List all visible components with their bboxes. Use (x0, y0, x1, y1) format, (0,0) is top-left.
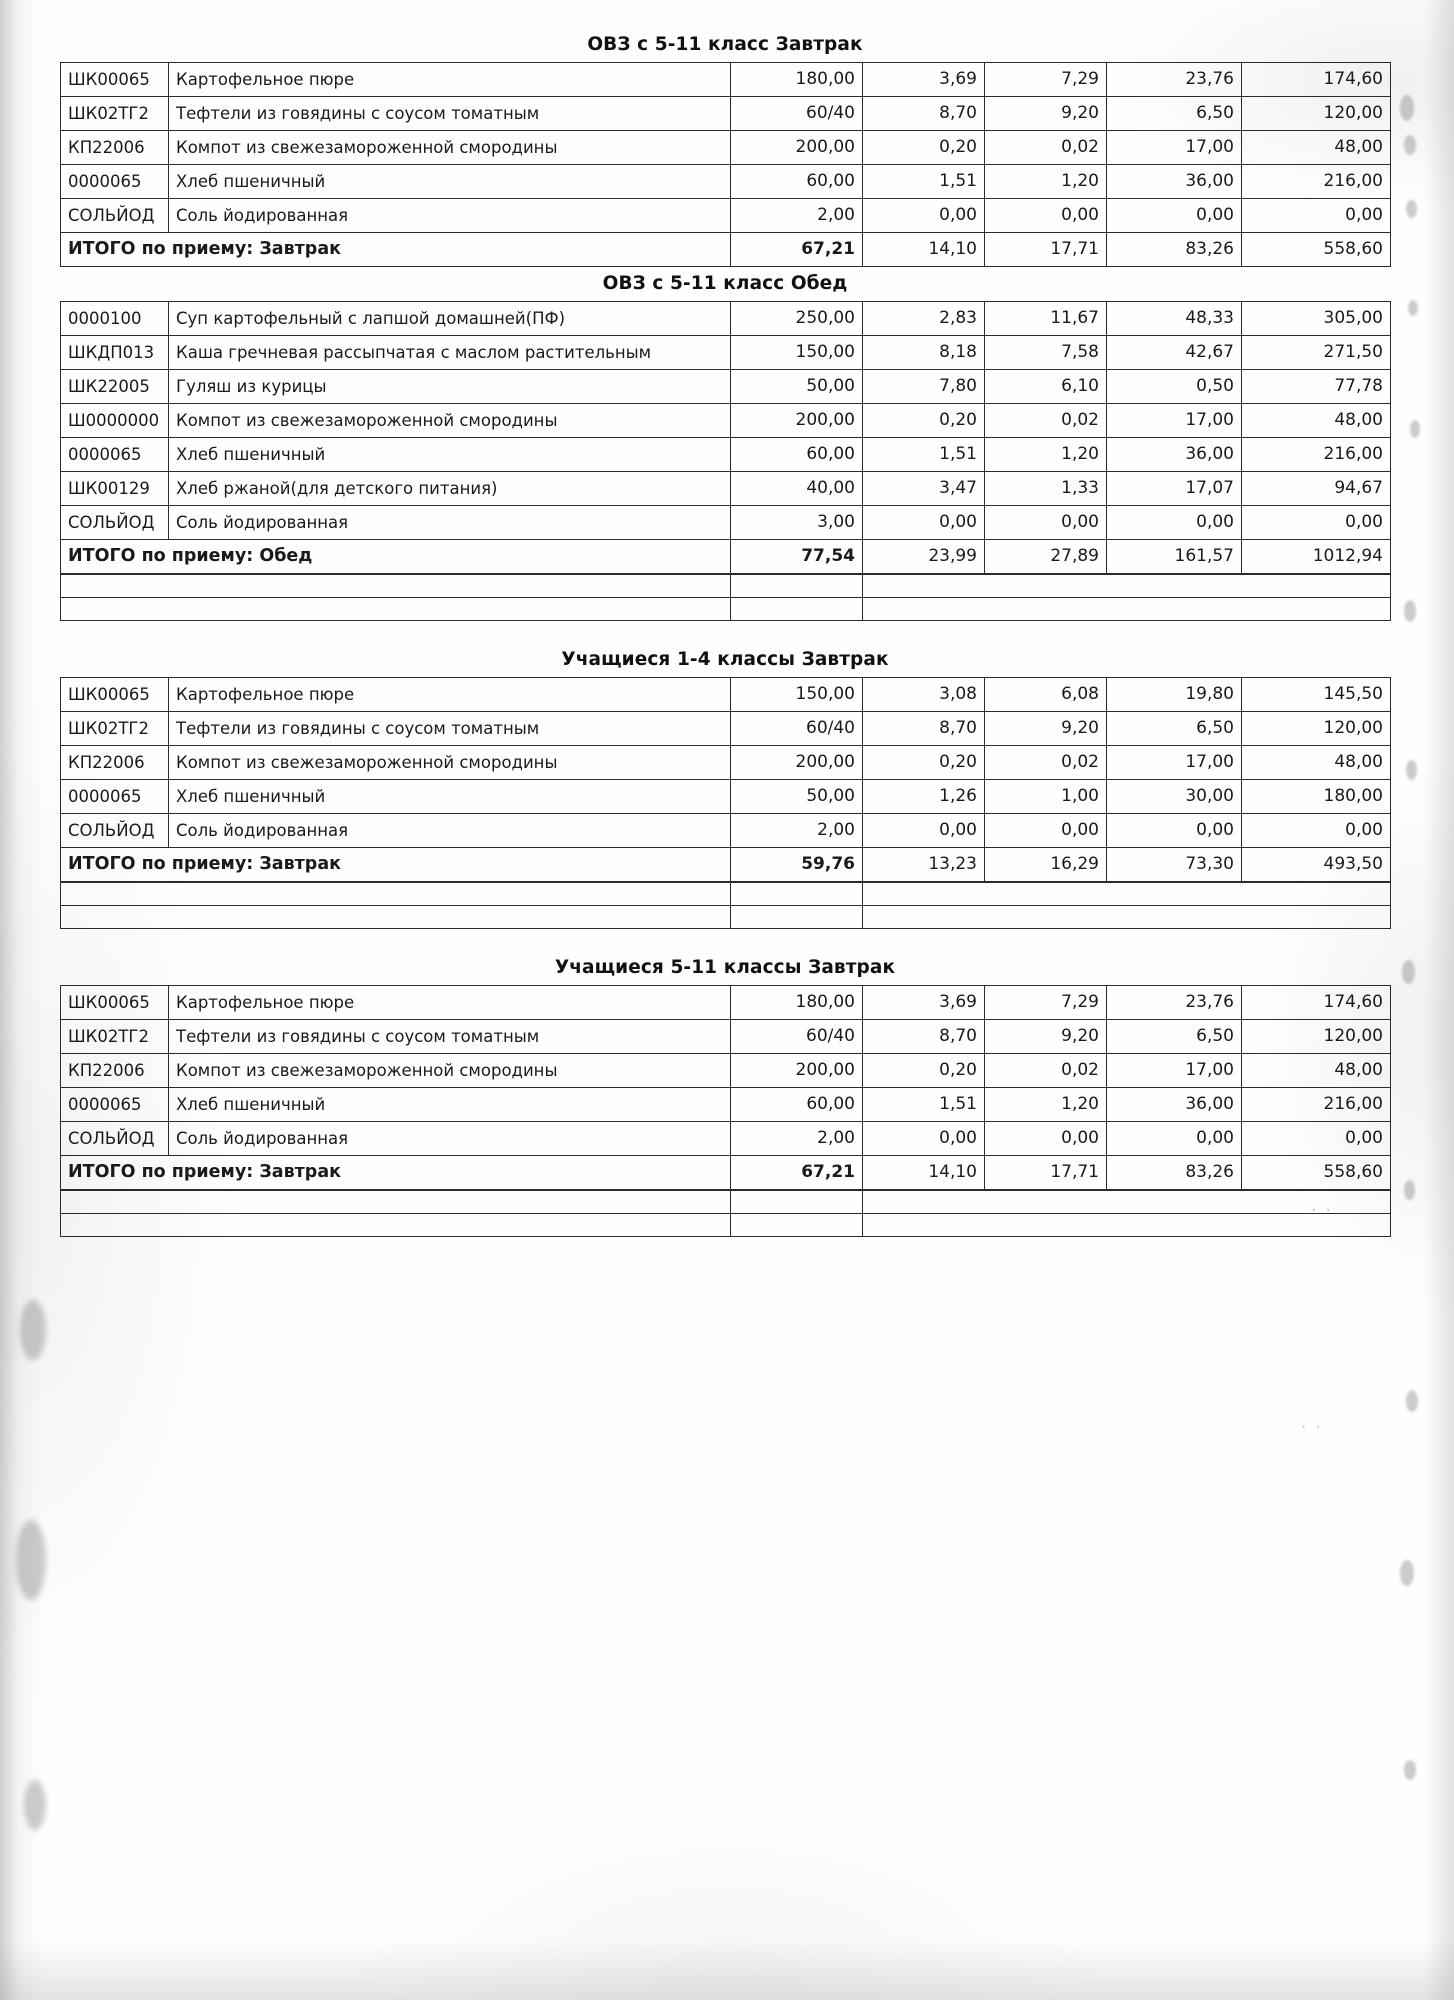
empty-cell (863, 598, 1391, 621)
total-out: 59,76 (731, 848, 863, 882)
dish-name: Тефтели из говядины с соусом томатным (169, 712, 731, 746)
dish-fat: 1,20 (985, 438, 1107, 472)
dish-name: Суп картофельный с лапшой домашней(ПФ) (169, 302, 731, 336)
empty-cell (863, 1214, 1391, 1237)
table-row (61, 336, 1391, 370)
dish-fat: 7,29 (985, 986, 1107, 1020)
dish-out: 200,00 (731, 404, 863, 438)
dish-name: Соль йодированная (169, 506, 731, 540)
dish-code: ШК02ТГ2 (61, 712, 169, 746)
dish-out: 180,00 (731, 986, 863, 1020)
dish-code: СОЛЬЙОД (61, 814, 169, 848)
dish-carb: 17,00 (1107, 1054, 1242, 1088)
dish-carb: 48,33 (1107, 302, 1242, 336)
dish-protein: 1,51 (863, 165, 985, 199)
scan-speckle (20, 1300, 46, 1360)
scan-speckle (16, 1520, 46, 1600)
dish-carb: 0,00 (1107, 506, 1242, 540)
dish-protein: 8,70 (863, 1020, 985, 1054)
scan-artifact-text: · · (1300, 1420, 1322, 1434)
dish-protein: 1,26 (863, 780, 985, 814)
table-row (61, 63, 1391, 97)
dish-name: Тефтели из говядины с соусом томатным (169, 1020, 731, 1054)
dish-code: ШК00065 (61, 63, 169, 97)
total-protein: 14,10 (863, 1156, 985, 1190)
dish-protein: 3,08 (863, 678, 985, 712)
scan-speckle (1400, 95, 1414, 121)
scan-speckle (1408, 300, 1418, 316)
total-calories: 1012,94 (1242, 540, 1391, 574)
dish-out: 3,00 (731, 506, 863, 540)
scan-edge-shadow-bottom (0, 1940, 1454, 2000)
empty-cell (863, 1191, 1391, 1214)
dish-carb: 42,67 (1107, 336, 1242, 370)
dish-name: Картофельное пюре (169, 63, 731, 97)
meal-section (60, 28, 1390, 267)
dish-carb: 0,50 (1107, 370, 1242, 404)
dish-protein: 0,20 (863, 131, 985, 165)
dish-calories: 0,00 (1242, 1122, 1391, 1156)
dish-carb: 17,00 (1107, 746, 1242, 780)
scan-speckle (1406, 760, 1417, 780)
total-label: ИТОГО по приему: Завтрак (61, 848, 731, 882)
scan-artifact-text: . . (1310, 1200, 1332, 1214)
dish-carb: 19,80 (1107, 678, 1242, 712)
dish-fat: 0,00 (985, 814, 1107, 848)
dish-name: Гуляш из курицы (169, 370, 731, 404)
empty-cell (61, 883, 731, 906)
dish-name: Хлеб пшеничный (169, 1088, 731, 1122)
dish-carb: 6,50 (1107, 1020, 1242, 1054)
dish-calories: 216,00 (1242, 1088, 1391, 1122)
dish-calories: 180,00 (1242, 780, 1391, 814)
total-carb: 161,57 (1107, 540, 1242, 574)
dish-name: Компот из свежезамороженной смородины (169, 746, 731, 780)
dish-out: 200,00 (731, 746, 863, 780)
table-row (61, 165, 1391, 199)
scan-speckle (1404, 1760, 1416, 1780)
dish-protein: 1,51 (863, 438, 985, 472)
dish-out: 60/40 (731, 712, 863, 746)
menu-table (60, 985, 1391, 1190)
total-fat: 27,89 (985, 540, 1107, 574)
empty-cell (731, 1191, 863, 1214)
section-gap (60, 621, 1390, 643)
table-row (61, 1020, 1391, 1054)
empty-row (61, 575, 1391, 598)
dish-calories: 48,00 (1242, 1054, 1391, 1088)
dish-fat: 6,08 (985, 678, 1107, 712)
dish-protein: 0,00 (863, 1122, 985, 1156)
dish-protein: 8,70 (863, 97, 985, 131)
dish-carb: 23,76 (1107, 986, 1242, 1020)
dish-carb: 23,76 (1107, 63, 1242, 97)
dish-protein: 0,20 (863, 746, 985, 780)
table-row (61, 780, 1391, 814)
section-title: ОВЗ с 5-11 класс Завтрак (587, 34, 863, 55)
dish-calories: 120,00 (1242, 97, 1391, 131)
table-row (61, 302, 1391, 336)
dish-calories: 77,78 (1242, 370, 1391, 404)
scan-speckle (1402, 960, 1415, 984)
empty-row (61, 883, 1391, 906)
table-row (61, 404, 1391, 438)
dish-code: КП22006 (61, 1054, 169, 1088)
dish-out: 60,00 (731, 1088, 863, 1122)
dish-protein: 1,51 (863, 1088, 985, 1122)
dish-protein: 8,70 (863, 712, 985, 746)
dish-out: 50,00 (731, 370, 863, 404)
dish-calories: 94,67 (1242, 472, 1391, 506)
dish-name: Хлеб пшеничный (169, 165, 731, 199)
empty-cell (863, 883, 1391, 906)
scan-speckle (1406, 200, 1417, 218)
scan-speckle (1404, 600, 1416, 622)
dish-fat: 0,00 (985, 1122, 1107, 1156)
dish-name: Хлеб пшеничный (169, 438, 731, 472)
total-carb: 73,30 (1107, 848, 1242, 882)
dish-code: 0000065 (61, 780, 169, 814)
menu-table (60, 301, 1391, 574)
total-protein: 13,23 (863, 848, 985, 882)
dish-fat: 11,67 (985, 302, 1107, 336)
spacer-rows (60, 1190, 1391, 1237)
total-fat: 16,29 (985, 848, 1107, 882)
spacer-rows (60, 882, 1391, 929)
dish-carb: 0,00 (1107, 1122, 1242, 1156)
dish-code: СОЛЬЙОД (61, 199, 169, 233)
empty-cell (61, 598, 731, 621)
dish-code: ШК22005 (61, 370, 169, 404)
scan-speckle (1404, 1180, 1415, 1200)
dish-carb: 6,50 (1107, 712, 1242, 746)
table-row (61, 814, 1391, 848)
dish-calories: 48,00 (1242, 404, 1391, 438)
table-total-row (61, 848, 1391, 882)
table-row (61, 370, 1391, 404)
table-total-row (61, 1156, 1391, 1190)
menu-table (60, 677, 1391, 882)
dish-code: ШК00129 (61, 472, 169, 506)
dish-calories: 271,50 (1242, 336, 1391, 370)
table-row (61, 472, 1391, 506)
dish-calories: 216,00 (1242, 165, 1391, 199)
dish-code: СОЛЬЙОД (61, 506, 169, 540)
dish-out: 200,00 (731, 1054, 863, 1088)
dish-calories: 174,60 (1242, 986, 1391, 1020)
dish-name: Соль йодированная (169, 199, 731, 233)
dish-calories: 0,00 (1242, 506, 1391, 540)
table-row (61, 1088, 1391, 1122)
dish-protein: 8,18 (863, 336, 985, 370)
total-carb: 83,26 (1107, 1156, 1242, 1190)
table-row (61, 678, 1391, 712)
dish-fat: 0,00 (985, 506, 1107, 540)
dish-code: ШК02ТГ2 (61, 97, 169, 131)
total-out: 67,21 (731, 1156, 863, 1190)
empty-cell (731, 883, 863, 906)
empty-row (61, 598, 1391, 621)
section-title: ОВЗ с 5-11 класс Обед (602, 273, 848, 294)
scan-speckle (1406, 1390, 1418, 1412)
dish-fat: 0,02 (985, 1054, 1107, 1088)
dish-out: 250,00 (731, 302, 863, 336)
dish-fat: 0,02 (985, 404, 1107, 438)
table-row (61, 97, 1391, 131)
table-row (61, 1122, 1391, 1156)
dish-calories: 145,50 (1242, 678, 1391, 712)
dish-name: Каша гречневая рассыпчатая с маслом растительным (169, 336, 731, 370)
empty-cell (863, 906, 1391, 929)
table-row (61, 506, 1391, 540)
dish-fat: 7,58 (985, 336, 1107, 370)
dish-calories: 120,00 (1242, 712, 1391, 746)
dish-calories: 305,00 (1242, 302, 1391, 336)
dish-calories: 0,00 (1242, 199, 1391, 233)
table-row (61, 986, 1391, 1020)
table-row (61, 199, 1391, 233)
scan-edge-shadow-right (1424, 0, 1454, 2000)
empty-row (61, 1214, 1391, 1237)
empty-cell (731, 906, 863, 929)
dish-code: 0000065 (61, 438, 169, 472)
dish-carb: 36,00 (1107, 1088, 1242, 1122)
empty-cell (731, 1214, 863, 1237)
scan-edge-shadow-left (0, 0, 42, 2000)
dish-out: 60,00 (731, 165, 863, 199)
dish-calories: 48,00 (1242, 746, 1391, 780)
dish-fat: 9,20 (985, 1020, 1107, 1054)
dish-name: Компот из свежезамороженной смородины (169, 131, 731, 165)
dish-name: Компот из свежезамороженной смородины (169, 1054, 731, 1088)
dish-code: 0000065 (61, 1088, 169, 1122)
total-out: 77,54 (731, 540, 863, 574)
dish-code: ШК00065 (61, 678, 169, 712)
dish-protein: 0,00 (863, 814, 985, 848)
dish-carb: 17,07 (1107, 472, 1242, 506)
menu-table (60, 62, 1391, 267)
dish-fat: 0,00 (985, 199, 1107, 233)
table-row (61, 438, 1391, 472)
total-fat: 17,71 (985, 1156, 1107, 1190)
dish-carb: 36,00 (1107, 438, 1242, 472)
total-label: ИТОГО по приему: Завтрак (61, 1156, 731, 1190)
dish-calories: 48,00 (1242, 131, 1391, 165)
dish-out: 60/40 (731, 1020, 863, 1054)
section-title: Учащиеся 5-11 классы Завтрак (554, 957, 896, 978)
dish-protein: 0,00 (863, 199, 985, 233)
total-label: ИТОГО по приему: Обед (61, 540, 731, 574)
dish-fat: 1,20 (985, 165, 1107, 199)
dish-carb: 30,00 (1107, 780, 1242, 814)
dish-fat: 9,20 (985, 97, 1107, 131)
dish-calories: 0,00 (1242, 814, 1391, 848)
dish-code: ШК00065 (61, 986, 169, 1020)
empty-row (61, 906, 1391, 929)
dish-code: 0000065 (61, 165, 169, 199)
empty-row (61, 1191, 1391, 1214)
dish-name: Соль йодированная (169, 814, 731, 848)
dish-carb: 0,00 (1107, 814, 1242, 848)
dish-protein: 3,69 (863, 986, 985, 1020)
total-calories: 558,60 (1242, 233, 1391, 267)
dish-carb: 6,50 (1107, 97, 1242, 131)
dish-code: ШК02ТГ2 (61, 1020, 169, 1054)
dish-code: Ш0000000 (61, 404, 169, 438)
dish-fat: 0,02 (985, 746, 1107, 780)
empty-cell (61, 1214, 731, 1237)
dish-out: 50,00 (731, 780, 863, 814)
empty-cell (731, 598, 863, 621)
dish-calories: 216,00 (1242, 438, 1391, 472)
dish-carb: 17,00 (1107, 131, 1242, 165)
table-row (61, 131, 1391, 165)
dish-out: 150,00 (731, 678, 863, 712)
scan-speckle (1400, 1560, 1414, 1586)
dish-calories: 174,60 (1242, 63, 1391, 97)
dish-out: 2,00 (731, 814, 863, 848)
scan-speckle (24, 1780, 46, 1830)
empty-cell (731, 575, 863, 598)
dish-protein: 0,00 (863, 506, 985, 540)
dish-carb: 36,00 (1107, 165, 1242, 199)
dish-protein: 3,47 (863, 472, 985, 506)
dish-out: 2,00 (731, 1122, 863, 1156)
dish-fat: 7,29 (985, 63, 1107, 97)
dish-out: 150,00 (731, 336, 863, 370)
document-body (60, 28, 1390, 1237)
dish-out: 2,00 (731, 199, 863, 233)
empty-cell (61, 1191, 731, 1214)
scan-speckle (1410, 420, 1420, 438)
dish-protein: 3,69 (863, 63, 985, 97)
dish-protein: 2,83 (863, 302, 985, 336)
total-calories: 493,50 (1242, 848, 1391, 882)
dish-code: ШКДП013 (61, 336, 169, 370)
total-label: ИТОГО по приему: Завтрак (61, 233, 731, 267)
total-protein: 14,10 (863, 233, 985, 267)
section-title: Учащиеся 1-4 классы Завтрак (561, 649, 889, 670)
empty-cell (61, 906, 731, 929)
dish-out: 180,00 (731, 63, 863, 97)
dish-code: КП22006 (61, 746, 169, 780)
table-total-row (61, 540, 1391, 574)
dish-out: 200,00 (731, 131, 863, 165)
dish-name: Компот из свежезамороженной смородины (169, 404, 731, 438)
total-fat: 17,71 (985, 233, 1107, 267)
dish-fat: 6,10 (985, 370, 1107, 404)
dish-name: Картофельное пюре (169, 678, 731, 712)
dish-name: Соль йодированная (169, 1122, 731, 1156)
dish-name: Хлеб пшеничный (169, 780, 731, 814)
dish-out: 60/40 (731, 97, 863, 131)
dish-fat: 1,00 (985, 780, 1107, 814)
dish-out: 60,00 (731, 438, 863, 472)
empty-cell (863, 575, 1391, 598)
table-row (61, 1054, 1391, 1088)
dish-carb: 0,00 (1107, 199, 1242, 233)
dish-fat: 0,02 (985, 131, 1107, 165)
meal-section (60, 951, 1390, 1237)
dish-protein: 7,80 (863, 370, 985, 404)
total-protein: 23,99 (863, 540, 985, 574)
scan-speckle (1404, 135, 1416, 155)
total-carb: 83,26 (1107, 233, 1242, 267)
table-total-row (61, 233, 1391, 267)
meal-section (60, 267, 1390, 621)
empty-cell (61, 575, 731, 598)
meal-section (60, 643, 1390, 929)
dish-code: 0000100 (61, 302, 169, 336)
dish-code: КП22006 (61, 131, 169, 165)
dish-protein: 0,20 (863, 404, 985, 438)
table-row (61, 712, 1391, 746)
dish-name: Хлеб ржаной(для детского питания) (169, 472, 731, 506)
total-out: 67,21 (731, 233, 863, 267)
total-calories: 558,60 (1242, 1156, 1391, 1190)
section-gap (60, 929, 1390, 951)
spacer-rows (60, 574, 1391, 621)
dish-name: Тефтели из говядины с соусом томатным (169, 97, 731, 131)
dish-out: 40,00 (731, 472, 863, 506)
dish-calories: 120,00 (1242, 1020, 1391, 1054)
dish-carb: 17,00 (1107, 404, 1242, 438)
dish-fat: 9,20 (985, 712, 1107, 746)
dish-fat: 1,33 (985, 472, 1107, 506)
dish-code: СОЛЬЙОД (61, 1122, 169, 1156)
dish-name: Картофельное пюре (169, 986, 731, 1020)
dish-protein: 0,20 (863, 1054, 985, 1088)
dish-fat: 1,20 (985, 1088, 1107, 1122)
table-row (61, 746, 1391, 780)
